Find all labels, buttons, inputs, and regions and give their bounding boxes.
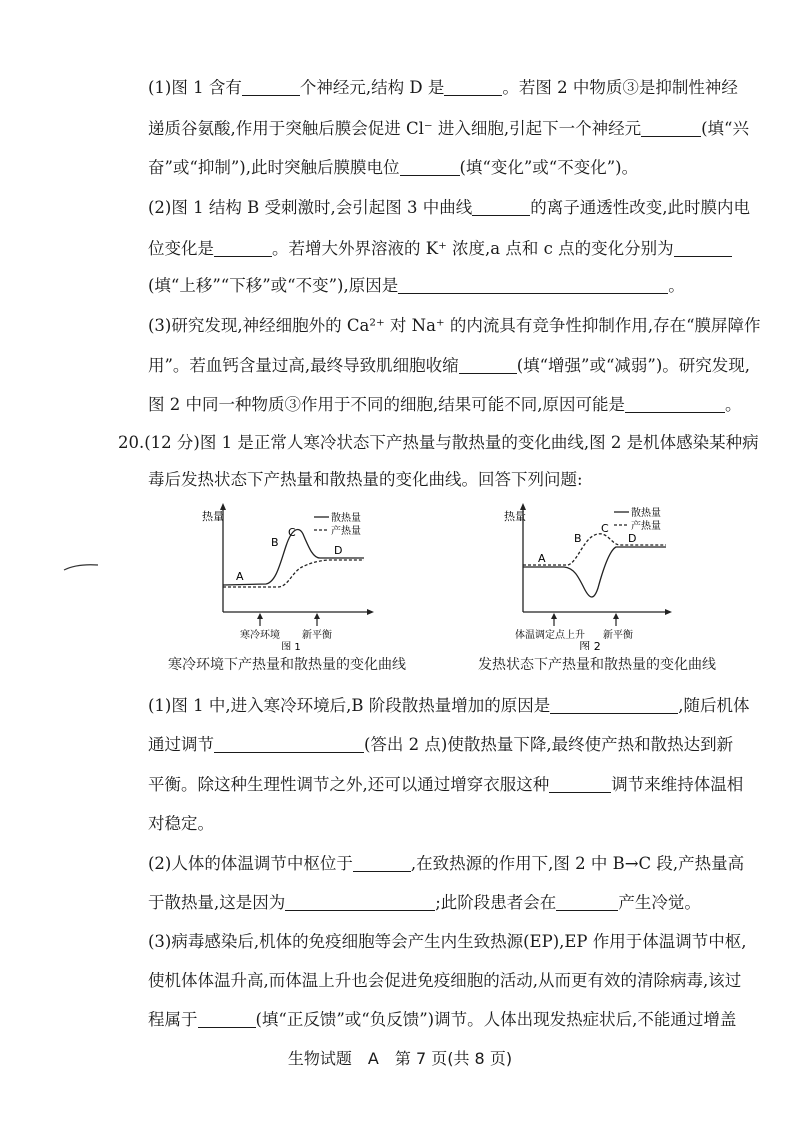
fig2-mark2-arrowhead: [613, 613, 619, 619]
text: 于散热量,这是因为: [148, 893, 286, 912]
q20-p1-line3: [148, 772, 748, 798]
answer-blank[interactable]: [400, 157, 460, 176]
q20-p3-line1: [148, 929, 748, 955]
text: 图 2 中同一种物质③作用于不同的细胞,结果可能不同,原因可能是: [148, 395, 625, 414]
text: (3)病毒感染后,机体的免疫细胞等会产生内生致热源(EP),EP 作用于体温调节中枢,: [148, 932, 747, 951]
text: 奋”或“抑制”),此时突触后膜膜电位: [148, 158, 400, 177]
fig2-mark1-arrowhead: [551, 613, 557, 619]
q20-p1-line2: [148, 732, 748, 758]
fig1-heat-production-curve: [223, 560, 364, 587]
fig2-ylabel: 热量: [504, 510, 526, 523]
q20-intro-line2: [148, 467, 748, 493]
text: 平衡。除这种生理性调节之外,还可以通过增穿衣服这种: [148, 775, 550, 794]
fig1-point-c: C: [288, 526, 296, 539]
fig2-point-c: C: [601, 522, 609, 535]
answer-blank[interactable]: [285, 892, 435, 911]
answer-blank[interactable]: [556, 892, 618, 911]
answer-blank[interactable]: [398, 275, 668, 294]
fig1-mark1-arrowhead: [257, 613, 263, 619]
text: 用”。若血钙含量过高,最终导致肌细胞收缩: [148, 356, 459, 375]
fig1-legend-solid: 散热量: [331, 513, 361, 524]
q19-p2-line3: [148, 273, 748, 299]
fig1-label: 图 1: [281, 642, 301, 650]
answer-blank[interactable]: [242, 77, 300, 96]
text: ,在致热源的作用下,图 2 中 B→C 段,产热量高: [410, 854, 745, 873]
fig1-point-a: A: [236, 570, 244, 583]
fig2-y-arrow: [520, 503, 526, 510]
fig2-legend-solid: 散热量: [631, 508, 661, 519]
answer-blank[interactable]: [641, 118, 701, 137]
q19-p1-line1: [148, 75, 748, 101]
text: ,随后机体: [678, 696, 750, 715]
q19-p3-line1: [148, 313, 761, 339]
text: 产生冷觉。: [618, 893, 701, 912]
text: (答出 2 点)使散热量下降,最终使产热和散热达到新: [364, 735, 734, 754]
figure-1: [196, 500, 386, 650]
q20-p2-line1: [148, 851, 748, 877]
pencil-stroke: [64, 565, 98, 570]
text: 递质谷氨酸,作用于突触后膜会促进 Cl⁻ 进入细胞,引起下一个神经元: [148, 119, 642, 138]
fig2-point-b: B: [574, 532, 582, 545]
fig1-y-arrow: [220, 503, 226, 510]
q19-p1-line2: [148, 116, 748, 142]
q20-p3-line3: [148, 1007, 748, 1033]
text: 。若增大外界溶液的 K⁺ 浓度,a 点和 c 点的变化分别为: [272, 239, 674, 258]
text: 毒后发热状态下产热量和散热量的变化曲线。回答下列问题:: [148, 470, 583, 489]
answer-blank[interactable]: [674, 238, 732, 257]
text: 对稳定。: [148, 814, 214, 833]
text: 调节来维持体温相: [611, 775, 744, 794]
text: 。: [668, 276, 685, 295]
fig1-point-d: D: [334, 544, 343, 557]
text: (填“变化”或“不变化”)。: [459, 158, 639, 177]
answer-blank[interactable]: [198, 1009, 256, 1028]
fig2-x-mark1: 体温调定点上升: [515, 630, 585, 641]
text: (填“上移”“下移”或“不变”),原因是: [148, 276, 399, 295]
q20-p1-line1: [148, 693, 748, 719]
answer-blank[interactable]: [214, 734, 364, 753]
fig1-x-mark2: 新平衡: [302, 630, 332, 641]
text: ;此阶段患者会在: [435, 893, 557, 912]
text: (3)研究发现,神经细胞外的 Ca²⁺ 对 Na⁺ 的内流具有竞争性抑制作用,存在“膜屏障作: [148, 316, 761, 335]
answer-blank[interactable]: [625, 394, 725, 413]
pencil-mark: [62, 560, 102, 576]
fig2-x-mark2: 新平衡: [603, 630, 633, 641]
text: (1)图 1 含有: [148, 78, 242, 97]
text: 。: [724, 395, 742, 414]
text: (填“正反馈”或“负反馈”)调节。人体出现发热症状后,不能通过增盖: [255, 1010, 737, 1029]
q19-p1-line3: [148, 155, 748, 181]
fig1-point-b: B: [271, 536, 279, 549]
fig2-caption: 发热状态下产热量和散热量的变化曲线: [478, 657, 716, 673]
q20-p2-line2: [148, 890, 748, 916]
answer-blank[interactable]: [444, 77, 502, 96]
q19-p3-line2: [148, 353, 751, 379]
fig1-ylabel: 热量: [202, 510, 224, 523]
fig1-x-mark1: 寒冷环境: [240, 630, 280, 641]
text: (填“兴: [701, 119, 749, 138]
page-footer: 生物试题 A 第 7 页(共 8 页): [287, 1049, 513, 1068]
answer-blank[interactable]: [550, 695, 678, 714]
text: 20.(12 分)图 1 是正常人寒冷状态下产热量与散热量的变化曲线,图 2 是机体感染某种病: [118, 433, 759, 452]
q20-intro-line1: [118, 430, 758, 456]
fig2-x-arrow: [665, 609, 672, 615]
fig1-legend-dashed: 产热量: [331, 526, 361, 537]
fig1-caption: 寒冷环境下产热量和散热量的变化曲线: [168, 657, 406, 673]
text: 使机体体温升高,而体温上升也会促进免疫细胞的活动,从而更有效的清除病毒,该过: [148, 971, 742, 990]
fig2-point-d: D: [628, 532, 637, 545]
q19-p2-line2: [148, 236, 748, 262]
text: 位变化是: [148, 239, 214, 258]
answer-blank[interactable]: [472, 197, 530, 216]
fig2-legend-dashed: 产热量: [631, 521, 661, 532]
q19-p3-line3: [148, 392, 748, 418]
q20-p3-line2: [148, 968, 748, 994]
text: 的离子通透性改变,此时膜内电: [530, 198, 750, 217]
q20-p1-line4: [148, 811, 748, 837]
answer-blank[interactable]: [549, 774, 611, 793]
q19-p2-line1: [148, 195, 748, 221]
fig2-point-a: A: [538, 552, 546, 565]
fig1-mark2-arrowhead: [314, 613, 320, 619]
text: 通过调节: [148, 735, 214, 754]
text: (2)人体的体温调节中枢位于: [148, 854, 353, 873]
text: 个神经元,结构 D 是: [299, 78, 445, 97]
text: (1)图 1 中,进入寒冷环境后,B 阶段散热量增加的原因是: [148, 696, 551, 715]
answer-blank[interactable]: [459, 355, 517, 374]
fig1-x-arrow: [367, 609, 374, 615]
text: (2)图 1 结构 B 受刺激时,会引起图 3 中曲线: [148, 198, 473, 217]
answer-blank[interactable]: [353, 853, 411, 872]
text: (填“增强”或“减弱”)。研究发现,: [516, 356, 751, 375]
fig2-label: 图 2: [579, 640, 601, 650]
text: 程属于: [148, 1010, 198, 1029]
answer-blank[interactable]: [214, 238, 272, 257]
figure-2: [498, 500, 688, 650]
text: 。若图 2 中物质③是抑制性神经: [502, 78, 738, 97]
